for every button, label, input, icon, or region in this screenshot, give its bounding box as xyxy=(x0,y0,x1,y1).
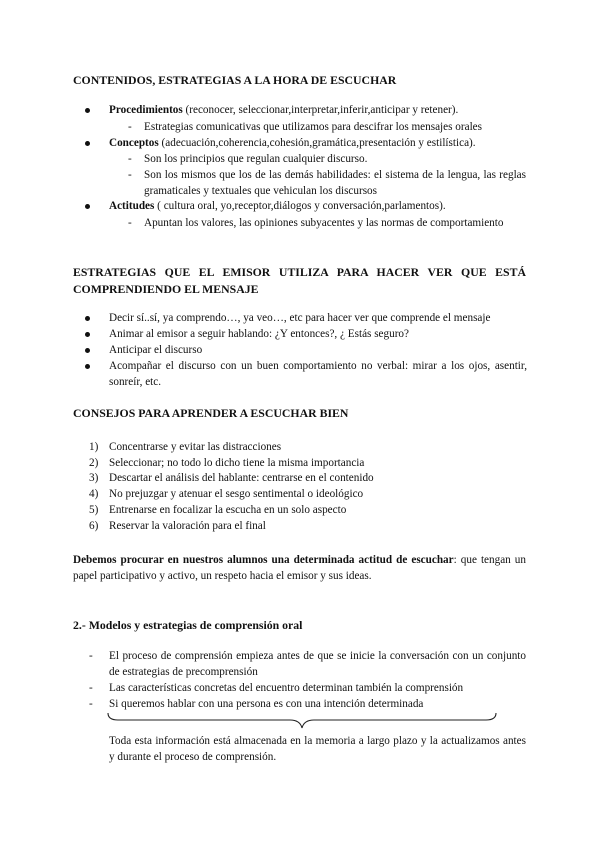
item-number: 1) xyxy=(89,441,99,453)
list-item xyxy=(89,359,527,391)
list-item-conceptos xyxy=(89,136,527,152)
sub-item-text: Son los principios que regulan cualquier discurso. xyxy=(144,153,368,165)
bullet-icon xyxy=(85,316,90,321)
item-text: Si queremos hablar con una persona es con una intención determinada xyxy=(109,698,424,710)
item-number: 5) xyxy=(89,504,99,516)
item-text: Anticipar el discurso xyxy=(109,344,203,356)
curly-brace-icon xyxy=(106,711,498,731)
dash-icon: - xyxy=(128,153,132,165)
item-text: (reconocer, seleccionar,interpretar,inferir,anticipar y retener). xyxy=(182,104,459,116)
bullet-icon xyxy=(85,204,90,209)
sub-item xyxy=(128,152,526,168)
item-number: 4) xyxy=(89,488,99,500)
item-label: Conceptos xyxy=(109,137,159,149)
numbered-item xyxy=(89,471,509,487)
numbered-item xyxy=(89,487,509,503)
list-item-procedimientos xyxy=(89,103,527,119)
numbered-item xyxy=(89,456,509,472)
numbered-item xyxy=(89,503,509,519)
item-text: Acompañar el discurso con un buen comportamiento no verbal: mirar a los ojos, asentir, sonreír, etc. xyxy=(109,360,527,388)
item-number: 6) xyxy=(89,520,99,532)
dash-item xyxy=(89,649,526,681)
section-title-estrategias: ESTRATEGIAS QUE EL EMISOR UTILIZA PARA HACER VER QUE ESTÁ xyxy=(73,265,526,279)
dash-icon: - xyxy=(89,698,93,710)
sub-item xyxy=(128,120,526,136)
dash-icon: - xyxy=(89,682,93,694)
sub-item-text: Son los mismos que los de las demás habilidades: el sistema de la lengua, las reglas gramaticales y textuales que vehiculan los discursos xyxy=(144,169,526,197)
sub-item xyxy=(128,216,526,248)
bullet-icon xyxy=(85,348,90,353)
sub-item-text: Apuntan los valores, las opiniones subyacentes y las normas de comportamiento xyxy=(144,217,504,229)
dash-icon: - xyxy=(128,217,132,229)
dash-icon: - xyxy=(128,169,132,181)
dash-item xyxy=(89,681,526,697)
list-item xyxy=(89,327,527,343)
item-label: Procedimientos xyxy=(109,104,183,116)
sub-item xyxy=(128,168,526,200)
bullet-icon xyxy=(85,364,90,369)
summary-text: : que tengan un papel participativo y activo, un respeto hacia el emisor y sus ideas. xyxy=(73,554,526,582)
numbered-item xyxy=(89,440,509,456)
summary-bold: Debemos procurar en nuestros alumnos una determinada actitud de escuchar xyxy=(73,554,454,566)
item-text: (adecuación,coherencia,cohesión,gramática,presentación y estilística). xyxy=(158,137,476,149)
item-text: Reservar la valoración para el final xyxy=(109,520,266,532)
bullet-icon xyxy=(85,332,90,337)
item-text: Descartar el análisis del hablante: centrarse en el contenido xyxy=(109,472,374,484)
list-item xyxy=(89,343,527,359)
list-item-actitudes xyxy=(89,199,527,215)
bullet-icon xyxy=(85,108,90,113)
item-label: Actitudes xyxy=(109,200,155,212)
summary-paragraph xyxy=(73,553,526,584)
section-title-estrategias-line2: COMPRENDIENDO EL MENSAJE xyxy=(73,282,259,296)
item-text: ( cultura oral, yo,receptor,diálogos y conversación,parlamentos). xyxy=(154,200,446,212)
list-item xyxy=(89,311,527,327)
dash-icon: - xyxy=(89,650,93,662)
item-number: 3) xyxy=(89,472,99,484)
section-title-consejos: CONSEJOS PARA APRENDER A ESCUCHAR BIEN xyxy=(73,406,349,420)
dash-icon: - xyxy=(128,121,132,133)
memory-note: Toda esta información está almacenada en la memoria a largo plazo y la actualizamos antes y durante el proceso de comprensión. xyxy=(109,735,526,763)
numbered-item xyxy=(89,519,509,535)
item-text: El proceso de comprensión empieza antes de que se inicie la conversación con un conjunto de estrategias de precomprensión xyxy=(109,650,526,678)
item-text: Animar al emisor a seguir hablando: ¿Y entonces?, ¿ Estás seguro? xyxy=(109,328,409,340)
item-text: No prejuzgar y atenuar el sesgo sentimental o ideológico xyxy=(109,488,364,500)
item-text: Entrenarse en focalizar la escucha en un solo aspecto xyxy=(109,504,347,516)
item-text: Las características concretas del encuentro determinan también la comprensión xyxy=(109,682,464,694)
section-title-modelos: 2.- Modelos y estrategias de comprensión oral xyxy=(73,618,303,632)
item-text: Seleccionar; no todo lo dicho tiene la misma importancia xyxy=(109,457,365,469)
section-title-contenidos: CONTENIDOS, ESTRATEGIAS A LA HORA DE ESCUCHAR xyxy=(73,73,397,87)
item-text: Decir sí..sí, ya comprendo…, ya veo…, etc para hacer ver que comprende el mensaje xyxy=(109,312,491,324)
bullet-icon xyxy=(85,141,90,146)
item-text: Concentrarse y evitar las distracciones xyxy=(109,441,282,453)
item-number: 2) xyxy=(89,457,99,469)
sub-item-text: Estrategias comunicativas que utilizamos para descifrar los mensajes orales xyxy=(144,121,482,133)
